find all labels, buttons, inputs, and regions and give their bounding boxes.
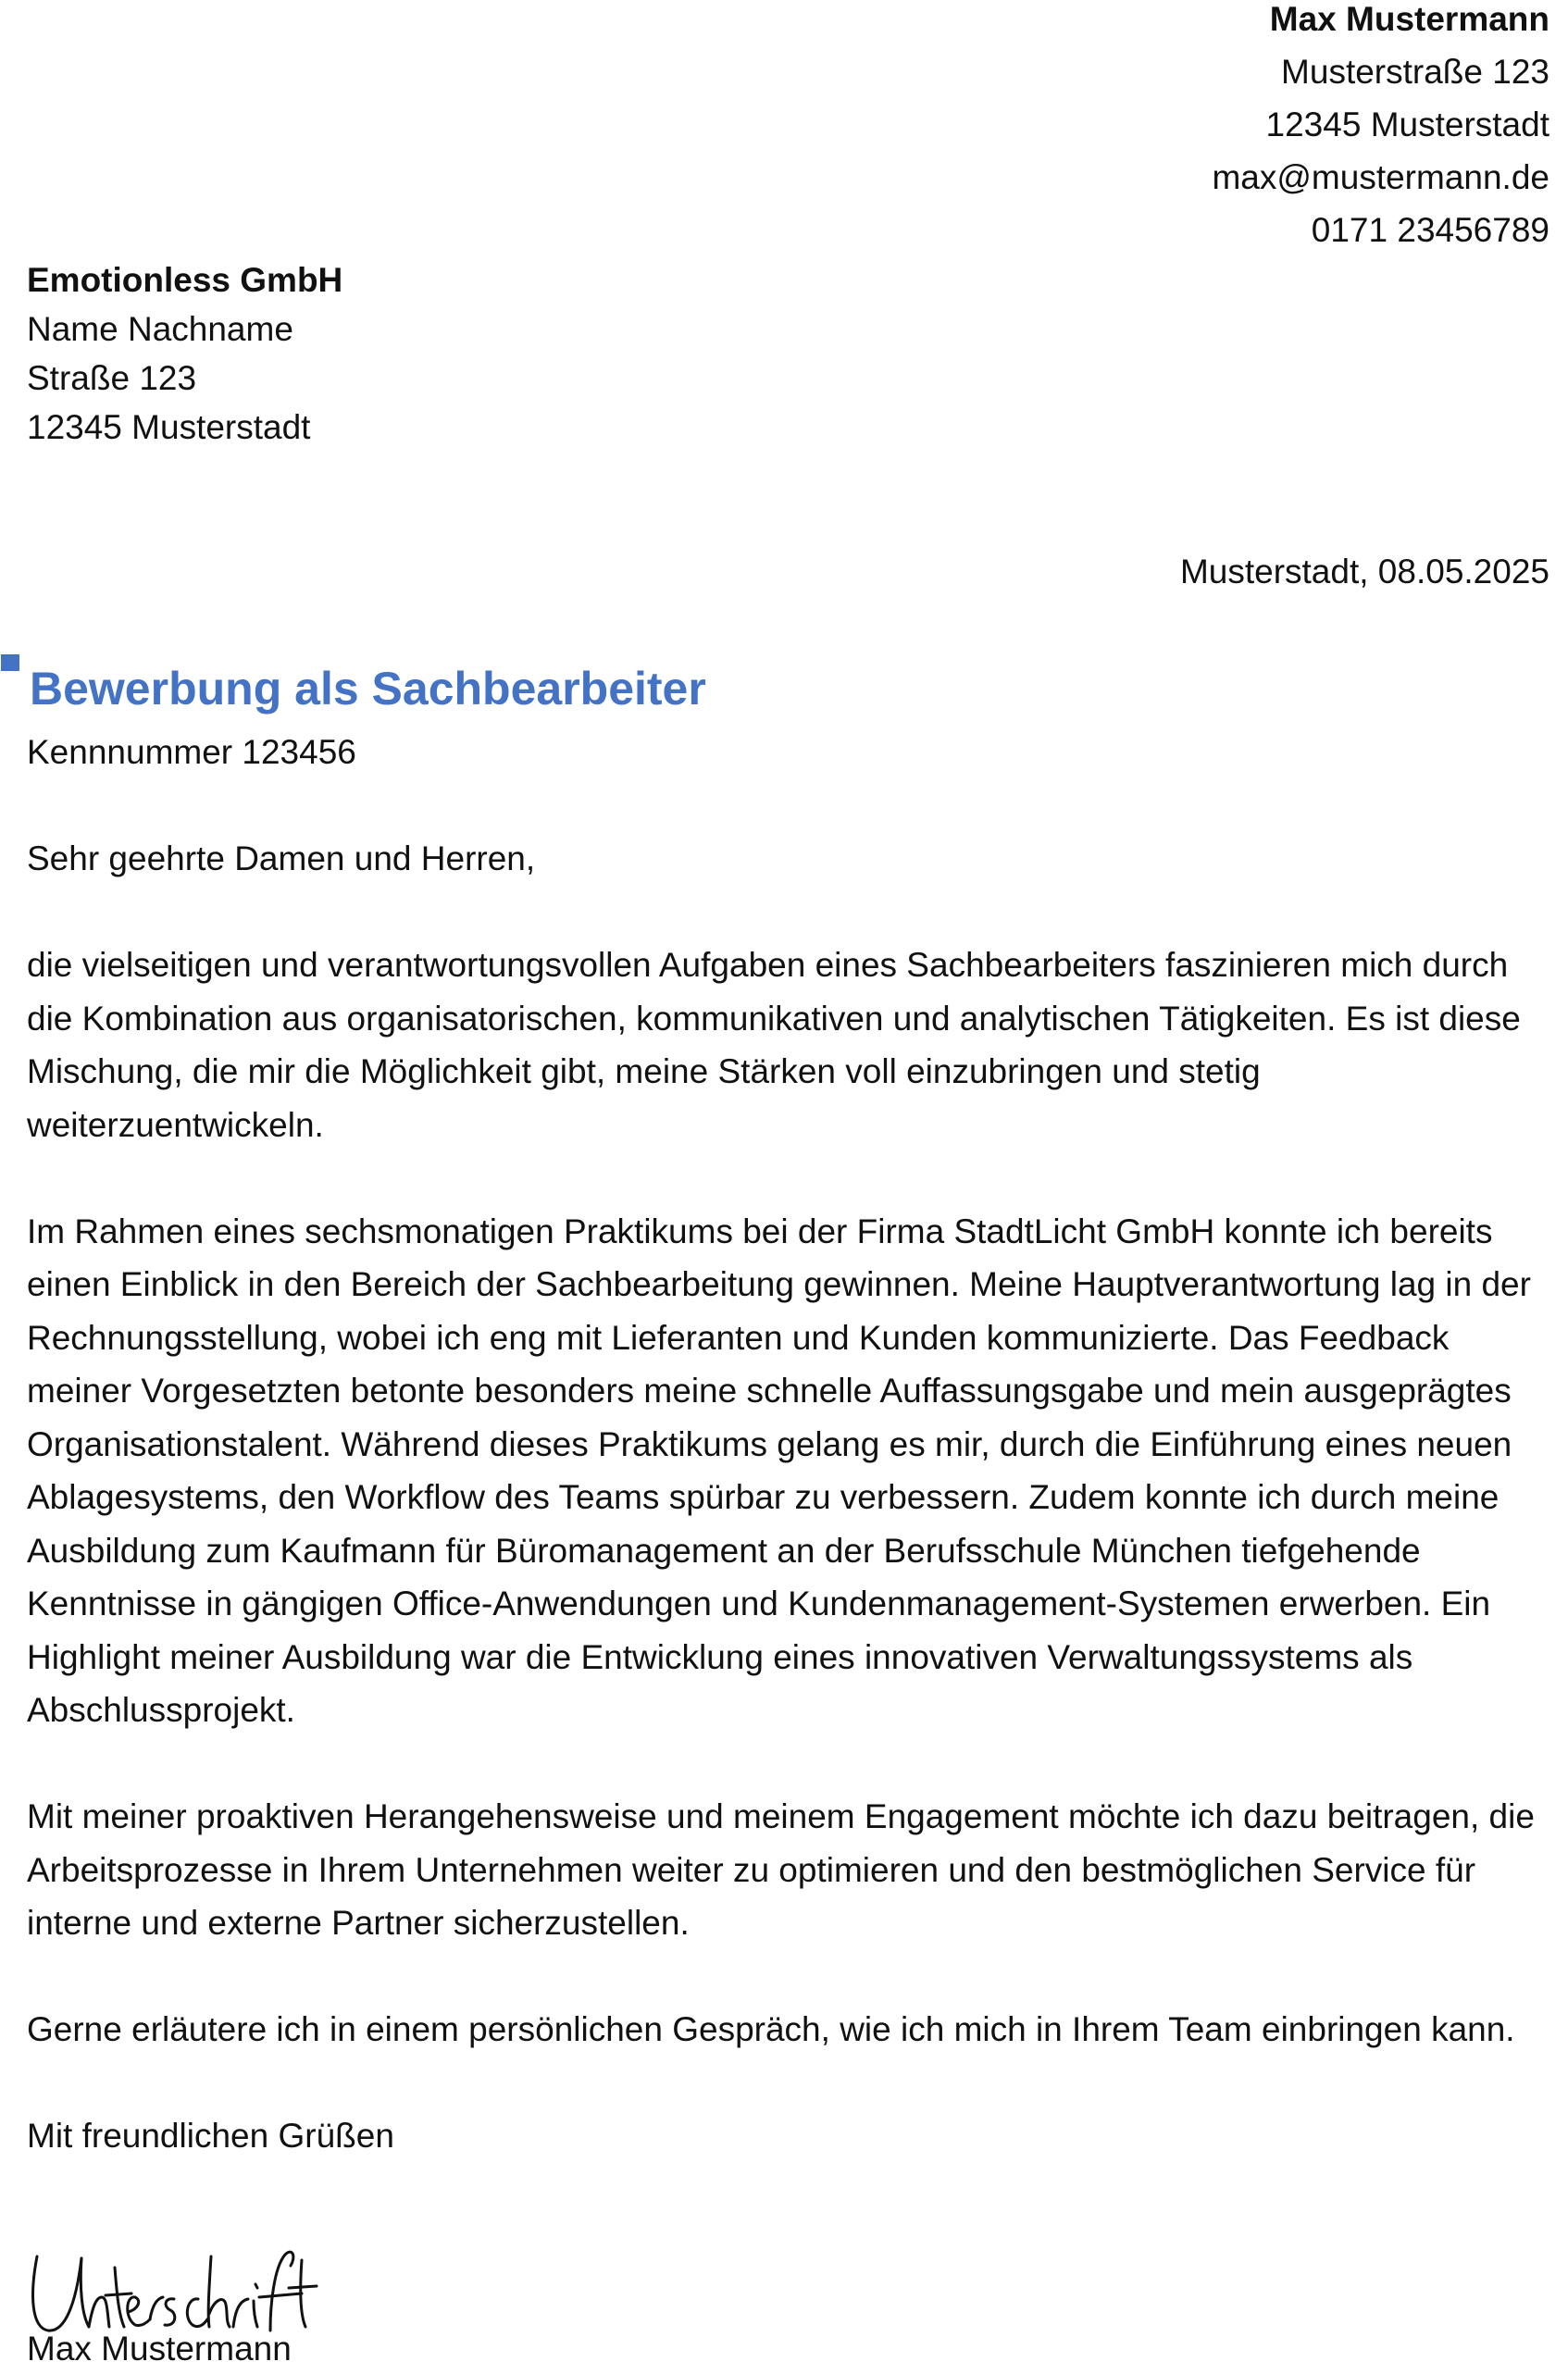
letter-subject: Bewerbung als Sachbearbeiter	[30, 663, 706, 715]
heading-marker	[1, 654, 19, 671]
sender-city: 12345 Musterstadt	[1265, 106, 1549, 143]
body-paragraph: Gerne erläutere ich in einem persönlichen Gespräch, wie ich mich in Ihrem Team einbringen kann.	[27, 2010, 1515, 2048]
letter-date: Musterstadt, 08.05.2025	[1179, 553, 1549, 590]
signer-name: Max Mustermann	[27, 2330, 292, 2368]
body-paragraph: die vielseitigen und verantwortungsvollen Aufgaben eines Sachbearbeiters faszinieren mich durch die Kombination aus organisatorischen, kommunikativen und analytischen Tätigkeiten. Es ist diese Mischung, die mir die Möglichkeit gibt, meine Stärken voll einzubringen und stetig weiterzuentwickeln.	[27, 946, 1521, 1144]
sender-email: max@mustermann.de	[1212, 158, 1549, 196]
body-paragraph: Mit meiner proaktiven Herangehensweise und meinem Engagement möchte ich dazu beitragen, die Arbeitsprozesse in Ihrem Unternehmen weiter zu optimieren und den bestmöglichen Service für interne und externe Partner sicherzustellen.	[27, 1797, 1535, 1942]
recipient-company: Emotionless GmbH	[27, 261, 343, 299]
recipient-city: 12345 Musterstadt	[27, 408, 311, 446]
reference-number: Kennnummer 123456	[27, 733, 356, 771]
sender-phone: 0171 23456789	[1311, 211, 1549, 249]
recipient-street: Straße 123	[27, 359, 197, 397]
sender-name: Max Mustermann	[1269, 0, 1549, 38]
letter-body	[27, 832, 1554, 2216]
body-paragraph: Im Rahmen eines sechsmonatigen Praktikums bei der Firma StadtLicht GmbH konnte ich bereits einen Einblick in den Bereich der Sachbearbeitung gewinnen. Meine Hauptverantwortung lag in der Rechnungsstellung, wobei ich eng mit Lieferanten und Kunden kommunizierte. Das Feedback meiner Vorgesetzten betonte besonders meine schnelle Auffassungsgabe und mein ausgeprägtes Organisationstalent. Während dieses Praktikums gelang es mir, durch die Einführung eines neuen Ablagesystems, den Workflow des Teams spürbar zu verbessern. Zudem konnte ich durch meine Ausbildung zum Kaufmann für Büromanagement an der Berufsschule München tiefgehende Kenntnisse in gängigen Office-Anwendungen und Kundenmanagement-Systemen erwerben. Ein Highlight meiner Ausbildung war die Entwicklung eines innovativen Verwaltungssystems als Abschlussprojekt.	[27, 1212, 1531, 1729]
salutation: Sehr geehrte Damen und Herren,	[27, 839, 536, 877]
recipient-contact: Name Nachname	[27, 310, 293, 348]
sender-address	[1212, 0, 1549, 256]
closing: Mit freundlichen Grüßen	[27, 2117, 394, 2155]
sender-street: Musterstraße 123	[1281, 53, 1549, 91]
recipient-address	[27, 255, 342, 452]
